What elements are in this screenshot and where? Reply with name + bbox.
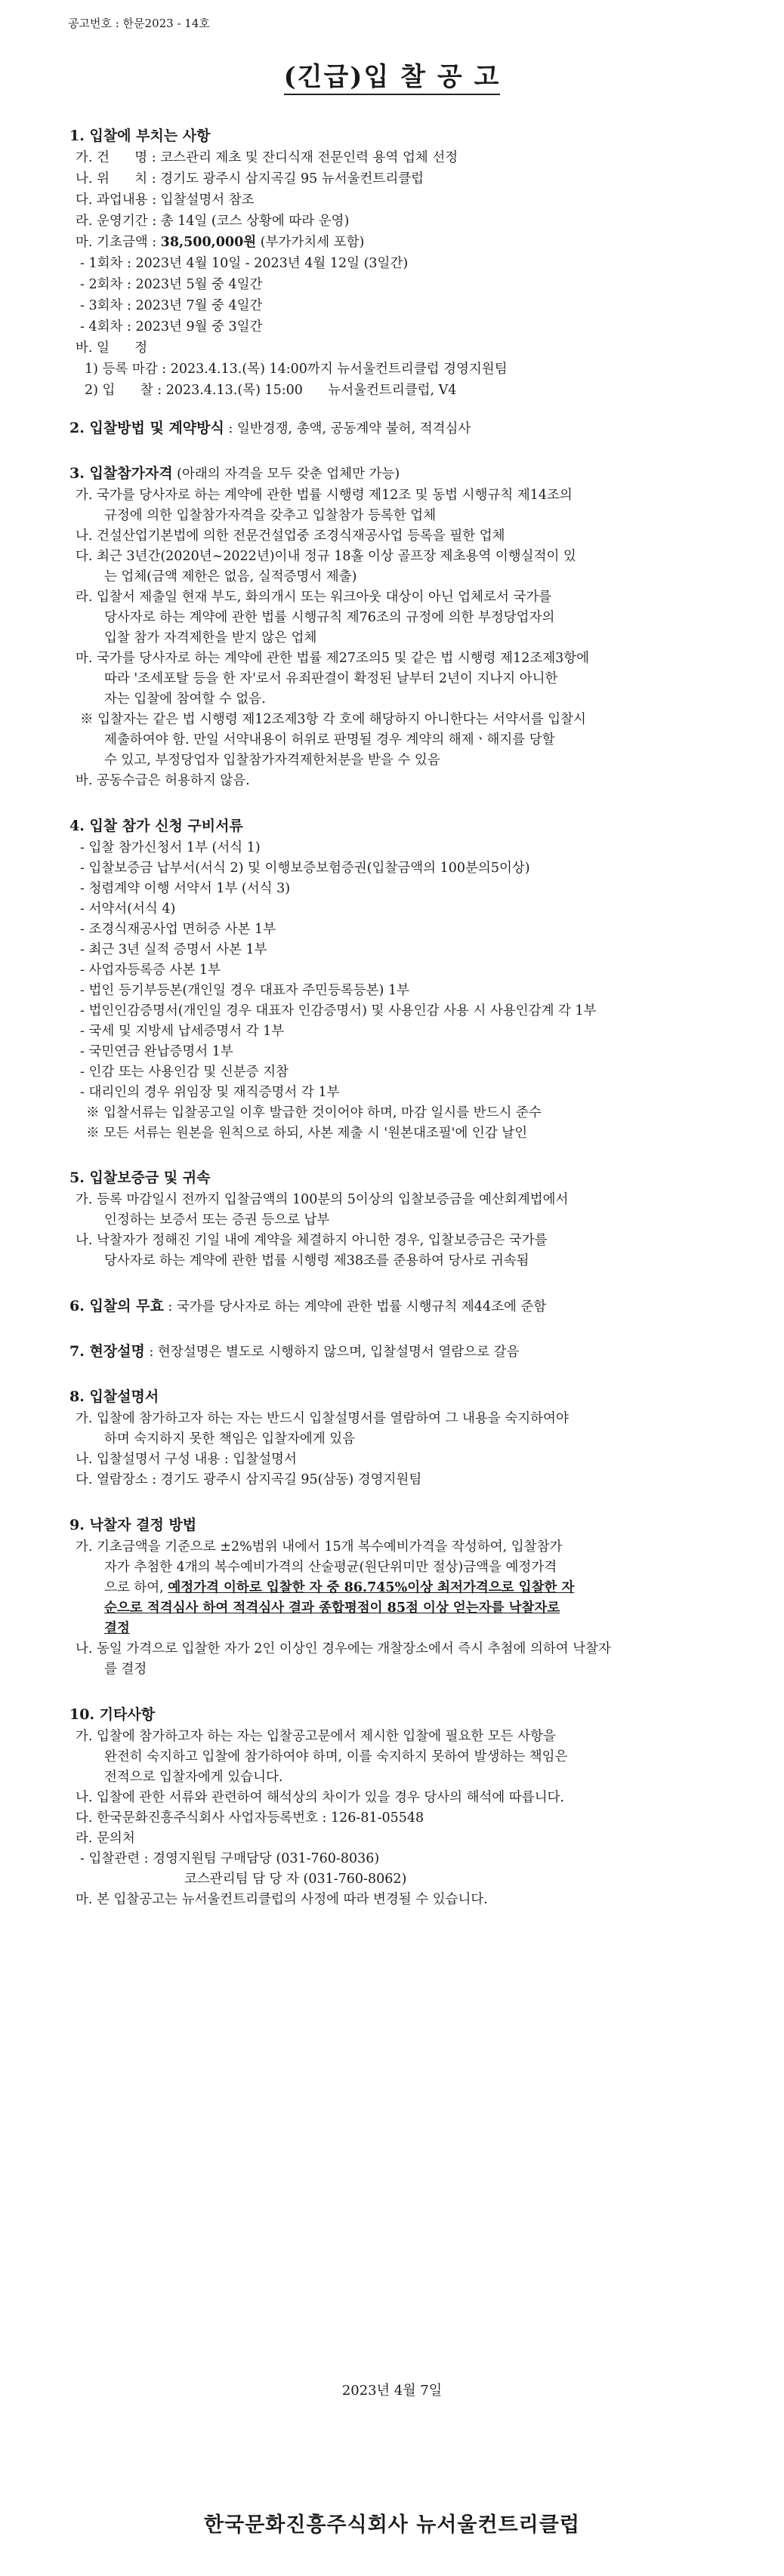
section-2 <box>69 419 471 438</box>
section-4-heading: 4. 입찰 참가 신청 구비서류 <box>69 818 243 834</box>
s4-doc-item: - 서약서(서식 4) <box>80 901 176 917</box>
s3-a-line-2: 규정에 의한 입찰참가자격을 갖추고 입찰참가 등록한 업체 <box>104 508 437 523</box>
section-9-heading: 9. 낙찰자 결정 방법 <box>69 1517 197 1533</box>
page-title <box>0 62 784 95</box>
s3-a-line-1: 가. 국가를 당사자로 하는 계약에 관한 법률 시행령 제12조 및 동법 시행규칙 제14조의 <box>76 488 573 503</box>
section-10-heading: 10. 기타사항 <box>69 1706 156 1723</box>
s3-e-line-3: 자는 입찰에 참여할 수 없음. <box>104 692 266 707</box>
s1-item-c: 다. 과업내용 : 입찰설명서 참조 <box>76 193 255 208</box>
section-6 <box>69 1297 546 1316</box>
s9-a-line-4: 순으로 적격심사 하여 적격심사 결과 종합평점이 85점 이상 얻는자를 낙찰자로 <box>104 1601 560 1616</box>
s8-b-line-1: 나. 입찰설명서 구성 내용 : 입찰설명서 <box>76 1452 297 1467</box>
s8-c-line-1: 다. 열람장소 : 경기도 광주시 삼지곡길 95(삼동) 경영지원팀 <box>76 1472 422 1487</box>
s10-contact-2: 코스관리팀 담 당 자 (031-760-8062) <box>184 1872 407 1887</box>
s10-a-line-1: 가. 입찰에 참가하고자 하는 자는 입찰공고문에서 제시한 입찰에 필요한 모든 사항을 <box>76 1729 556 1744</box>
s4-doc-item: - 법인인감증명서(개인일 경우 대표자 인감증명서) 및 사용인감 사용 시 사용인감계 각 1부 <box>80 1003 597 1018</box>
s4-doc-item: - 사업자등록증 사본 1부 <box>80 963 221 978</box>
section-3-subheading: (아래의 자격을 모두 갖춘 업체만 가능) <box>172 467 400 482</box>
s9-a-line-3 <box>104 1579 574 1597</box>
s3-d-line-3: 입찰 참가 자격제한을 받지 않은 업체 <box>104 630 317 646</box>
s1-schedule-1: 1) 등록 마감 : 2023.4.13.(목) 14:00까지 뉴서울컨트리클럽 경영지원팀 <box>85 362 508 377</box>
s3-d-line-1: 라. 입찰서 제출일 현재 부도, 화의개시 또는 워크아웃 대상이 아닌 업체로서 국가를 <box>76 590 552 605</box>
section-7 <box>69 1342 519 1361</box>
s8-a-line-1: 가. 입찰에 참가하고자 하는 자는 반드시 입찰설명서를 열람하여 그 내용을 숙지하여야 <box>76 1411 569 1426</box>
s10-a-line-3: 전적으로 입찰자에게 있습니다. <box>104 1770 283 1785</box>
s3-note-line-3: 수 있고, 부정당업자 입찰참가자격제한처분을 받을 수 있음 <box>104 753 440 768</box>
section-6-text: : 국가를 당사자로 하는 계약에 관한 법률 시행규칙 제44조에 준함 <box>163 1299 547 1314</box>
s1-round-2: - 2회차 : 2023년 5월 중 4일간 <box>80 277 263 292</box>
section-3-heading: 3. 입찰참가자격 <box>69 465 173 482</box>
s3-note-line-2: 제출하여야 함. 만일 서약내용이 허위로 판명될 경우 계약의 해제ㆍ해지를 당할 <box>104 732 555 747</box>
s3-d-line-2: 당사자로 하는 계약에 관한 법률 시행규칙 제76조의 규정에 의한 부정당업자의 <box>104 610 555 625</box>
section-7-text: : 현장설명은 별도로 시행하지 않으며, 입찰설명서 열람으로 갈음 <box>144 1345 520 1360</box>
announcement-date: 2023년 4월 7일 <box>341 2383 443 2399</box>
s1-item-d: 라. 운영기간 : 총 14일 (코스 상황에 따라 운영) <box>76 214 350 229</box>
s1-item-f: 바. 일 정 <box>76 340 148 356</box>
s4-doc-item: - 대리인의 경우 위임장 및 재직증명서 각 1부 <box>80 1085 340 1100</box>
section-2-text: : 일반경쟁, 총액, 공동계약 불허, 적격심사 <box>224 421 471 436</box>
s4-doc-item: - 조경식재공사업 면허증 사본 1부 <box>80 922 276 937</box>
s1-item-a: 가. 건 명 : 코스관리 제초 및 잔디식재 전문인력 용역 업체 선정 <box>76 150 458 165</box>
s10-e-line-1: 마. 본 입찰공고는 뉴서울컨트리클럽의 사정에 따라 변경될 수 있습니다. <box>76 1892 488 1907</box>
s5-a-line-2: 인정하는 보증서 또는 증권 등으로 납부 <box>104 1213 330 1228</box>
s9-a-line-3-plain: 으로 하여, <box>104 1580 168 1595</box>
s1-item-b: 나. 위 치 : 경기도 광주시 삼지곡길 95 뉴서울컨트리클럽 <box>76 171 424 186</box>
s4-doc-item: - 법인 등기부등본(개인일 경우 대표자 주민등록등본) 1부 <box>80 983 409 998</box>
s3-e-line-1: 마. 국가를 당사자로 하는 계약에 관한 법률 제27조의5 및 같은 법 시행령 제12조제3항에 <box>76 651 590 666</box>
s1-schedule-2: 2) 입 찰 : 2023.4.13.(목) 15:00 뉴서울컨트리클럽, V4 <box>85 383 457 398</box>
s4-doc-item: - 최근 3년 실적 증명서 사본 1부 <box>80 942 267 957</box>
s10-d-line-1: 라. 문의처 <box>76 1831 135 1846</box>
s3-c-line-2: 는 업체(금액 제한은 없음, 실적증명서 제출) <box>104 569 357 584</box>
s1-round-3: - 3회차 : 2023년 7월 중 4일간 <box>80 298 263 313</box>
s4-doc-item: - 입찰 참가신청서 1부 (서식 1) <box>80 840 261 855</box>
s9-emphasis: 예정가격 이하로 입찰한 자 중 86.745%이상 최저가격으로 입찰한 자 <box>168 1580 575 1595</box>
section-1-heading: 1. 입찰에 부치는 사항 <box>69 128 211 144</box>
s3-c-line-1: 다. 최근 3년간(2020년~2022년)이내 정규 18홀 이상 골프장 제초용역 이행실적이 있 <box>76 549 576 564</box>
s9-a-line-1: 가. 기초금액을 기준으로 ±2%범위 내에서 15개 복수예비가격을 작성하여, 입찰참가 <box>76 1539 563 1555</box>
s9-b-line-2: 를 결정 <box>104 1662 147 1677</box>
section-7-heading: 7. 현장설명 <box>69 1343 145 1360</box>
s1-round-4: - 4회차 : 2023년 9월 중 3일간 <box>80 319 263 334</box>
s3-e-line-2: 따라 '조세포탈 등을 한 자'로서 유죄판결이 확정된 날부터 2년이 지나지 아니한 <box>104 671 558 686</box>
s1-e-suffix: (부가가치세 포함) <box>256 235 365 250</box>
title-text: (긴급)입 찰 공 고 <box>284 62 501 95</box>
s4-doc-item: - 입찰보증금 납부서(서식 2) 및 이행보증보험증권(입찰금액의 100분의5이상) <box>80 861 530 876</box>
s10-contact-1: - 입찰관련 : 경영지원팀 구매담당 (031-760-8036) <box>80 1851 380 1866</box>
s1-round-1: - 1회차 : 2023년 4월 10일 - 2023년 4월 12일 (3일간) <box>80 256 409 271</box>
s10-b-line-1: 나. 입찰에 관한 서류와 관련하여 해석상의 차이가 있을 경우 당사의 해석에 따릅니다. <box>76 1790 565 1805</box>
s9-b-line-1: 나. 동일 가격으로 입찰한 자가 2인 이상인 경우에는 개찰장소에서 즉시 추첨에 의하여 낙찰자 <box>76 1641 611 1656</box>
s10-a-line-2: 완전히 숙지하고 입찰에 참가하여야 하며, 이를 숙지하지 못하여 발생하는 책임은 <box>104 1749 568 1764</box>
issuer-name: 한국문화진흥주식회사 뉴서울컨트리클럽 <box>204 2513 580 2537</box>
s1-item-e <box>76 233 364 251</box>
s5-b-line-1: 나. 낙찰자가 정해진 기일 내에 계약을 체결하지 아니한 경우, 입찰보증금은 국가를 <box>76 1233 548 1248</box>
s8-a-line-2: 하며 숙지하지 못한 책임은 입찰자에게 있음 <box>104 1431 356 1447</box>
s5-b-line-2: 당사자로 하는 계약에 관한 법률 시행령 제38조를 준용하여 당사로 귀속됨 <box>104 1253 529 1268</box>
s4-doc-item: - 청렴계약 이행 서약서 1부 (서식 3) <box>80 881 291 896</box>
s9-a-line-5: 결정 <box>104 1621 130 1636</box>
s3-f-line-1: 바. 공동수급은 허용하지 않음. <box>76 773 250 788</box>
s10-c-line-1: 다. 한국문화진흥주식회사 사업자등록번호 : 126-81-05548 <box>76 1810 424 1826</box>
s4-doc-item: - 국세 및 지방세 납세증명서 각 1부 <box>80 1024 285 1039</box>
s4-note-1: ※ 입찰서류는 입찰공고일 이후 발급한 것이어야 하며, 마감 일시를 반드시 준수 <box>86 1105 542 1120</box>
s3-note-line-1: ※ 입찰자는 같은 법 시행령 제12조제3항 각 호에 해당하지 아니한다는 서약서를 입찰시 <box>80 712 586 727</box>
section-6-heading: 6. 입찰의 무효 <box>69 1298 164 1314</box>
section-8-heading: 8. 입찰설명서 <box>69 1388 159 1405</box>
section-5-heading: 5. 입찰보증금 및 귀속 <box>69 1169 211 1186</box>
s4-doc-item: - 국민연금 완납증명서 1부 <box>80 1044 233 1059</box>
base-amount: 38,500,000원 <box>160 235 257 250</box>
s1-e-prefix: 마. 기초금액 : <box>76 235 161 250</box>
s4-doc-item: - 인감 또는 사용인감 및 신분증 지참 <box>80 1065 289 1080</box>
s3-b-line-1: 나. 건설산업기본법에 의한 전문건설업중 조경식재공사업 등록을 필한 업체 <box>76 528 505 544</box>
section-2-heading: 2. 입찰방법 및 계약방식 <box>69 420 224 436</box>
section-3 <box>69 464 400 483</box>
s4-note-2: ※ 모든 서류는 원본을 원칙으로 하되, 사본 제출 시 '원본대조필'에 인감 날인 <box>86 1126 528 1141</box>
doc-number: 공고번호 : 한문2023 - 14호 <box>68 17 210 30</box>
s5-a-line-1: 가. 등록 마감일시 전까지 입찰금액의 100분의 5이상의 입찰보증금을 예산회계법에서 <box>76 1192 569 1207</box>
s9-a-line-2: 자가 추첨한 4개의 복수예비가격의 산술평균(원단위미만 절상)금액을 예정가격 <box>104 1560 557 1575</box>
